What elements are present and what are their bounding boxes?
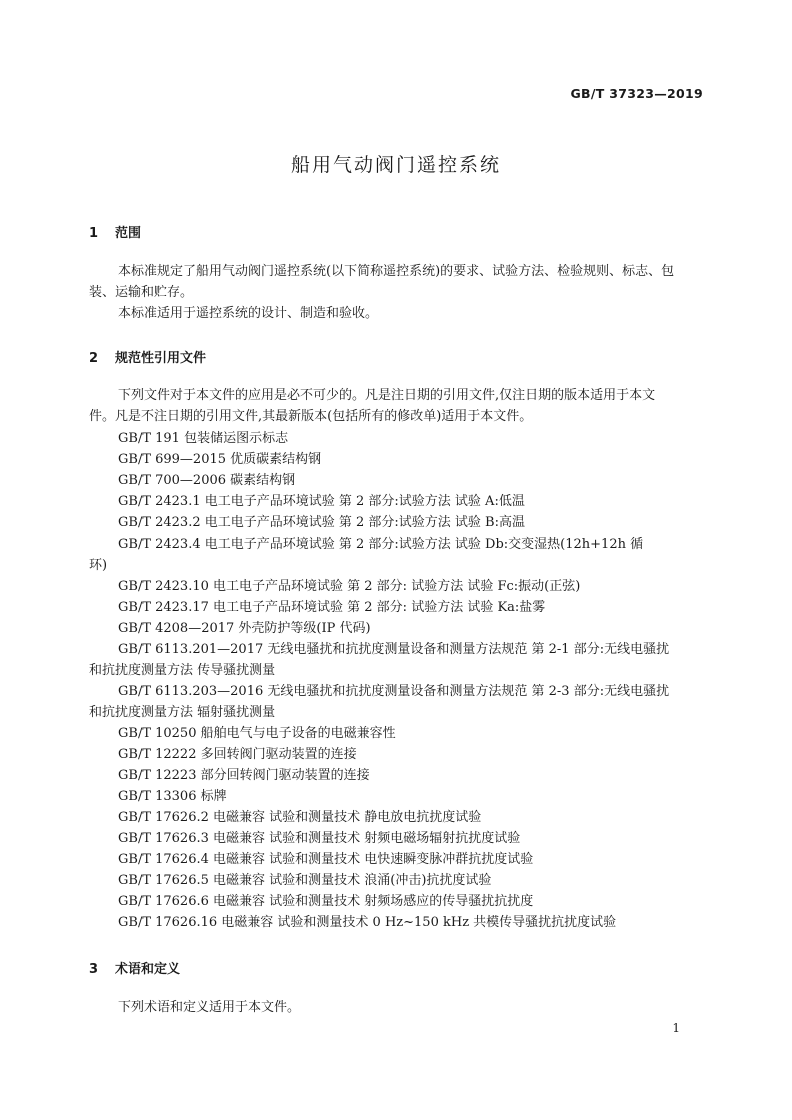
reference-item: GB/T 700—2006 碳素结构钢: [118, 473, 296, 488]
reference-item: GB/T 6113.201—2017 无线电骚扰和抗扰度测量设备和测量方法规范 第 2-1 部分:无线电骚扰: [118, 642, 670, 657]
reference-item-continuation: 和抗扰度测量方法 辐射骚扰测量: [89, 705, 276, 720]
reference-item: GB/T 17626.6 电磁兼容 试验和测量技术 射频场感应的传导骚扰抗扰度: [118, 894, 534, 909]
section-number: 2: [89, 351, 99, 366]
reference-item: GB/T 12223 部分回转阀门驱动装置的连接: [118, 768, 370, 783]
reference-item: GB/T 17626.3 电磁兼容 试验和测量技术 射频电磁场辐射抗扰度试验: [118, 831, 521, 846]
paragraph-line: 装、运输和贮存。: [89, 285, 194, 300]
reference-item: GB/T 2423.10 电工电子产品环境试验 第 2 部分: 试验方法 试验 Fc:振动(正弦): [118, 579, 581, 594]
reference-item-continuation: 环): [89, 558, 108, 573]
reference-item: GB/T 17626.5 电磁兼容 试验和测量技术 浪涌(冲击)抗扰度试验: [118, 873, 492, 888]
page-number: 1: [672, 1021, 680, 1035]
section-number: 1: [89, 226, 99, 241]
reference-item: GB/T 2423.4 电工电子产品环境试验 第 2 部分:试验方法 试验 Db:交变湿热(12h+12h 循: [118, 537, 644, 552]
paragraph-line: 本标准适用于遥控系统的设计、制造和验收。: [118, 306, 379, 321]
reference-item: GB/T 13306 标牌: [118, 789, 227, 804]
reference-item: GB/T 17626.4 电磁兼容 试验和测量技术 电快速瞬变脉冲群抗扰度试验: [118, 852, 534, 867]
paragraph-line: 件。凡是不注日期的引用文件,其最新版本(包括所有的修改单)适用于本文件。: [89, 409, 533, 424]
paragraph-line: 下列术语和定义适用于本文件。: [118, 1000, 301, 1015]
reference-item: GB/T 6113.203—2016 无线电骚扰和抗扰度测量设备和测量方法规范 第 2-3 部分:无线电骚扰: [118, 684, 670, 699]
paragraph-line: 本标准规定了船用气动阀门遥控系统(以下简称遥控系统)的要求、试验方法、检验规则、标志、包: [118, 264, 675, 279]
section-title: 范围: [115, 226, 142, 241]
paragraph-line: 下列文件对于本文件的应用是必不可少的。凡是注日期的引用文件,仅注日期的版本适用于本文: [118, 388, 656, 403]
document-title: 船用气动阀门遥控系统: [290, 154, 501, 176]
reference-item: GB/T 17626.16 电磁兼容 试验和测量技术 0 Hz~150 kHz 共模传导骚扰抗扰度试验: [118, 915, 617, 930]
section-title: 规范性引用文件: [115, 351, 207, 366]
reference-item: GB/T 10250 船舶电气与电子设备的电磁兼容性: [118, 726, 396, 741]
reference-item: GB/T 191 包装储运图示标志: [118, 431, 289, 446]
reference-item: GB/T 2423.1 电工电子产品环境试验 第 2 部分:试验方法 试验 A:低温: [118, 494, 525, 509]
reference-item: GB/T 2423.2 电工电子产品环境试验 第 2 部分:试验方法 试验 B:高温: [118, 515, 525, 530]
reference-item: GB/T 2423.17 电工电子产品环境试验 第 2 部分: 试验方法 试验 Ka:盐雾: [118, 600, 546, 615]
section-heading-terms: [89, 958, 180, 977]
reference-item: GB/T 17626.2 电磁兼容 试验和测量技术 静电放电抗扰度试验: [118, 810, 482, 825]
reference-item: GB/T 4208—2017 外壳防护等级(IP 代码): [118, 621, 371, 636]
reference-item: GB/T 699—2015 优质碳素结构钢: [118, 452, 322, 467]
standard-code: GB/T 37323—2019: [570, 86, 703, 101]
section-heading-normative-references: [89, 347, 206, 366]
section-number: 3: [89, 962, 99, 977]
reference-item-continuation: 和抗扰度测量方法 传导骚扰测量: [89, 663, 276, 678]
reference-item: GB/T 12222 多回转阀门驱动装置的连接: [118, 747, 357, 762]
section-title: 术语和定义: [115, 962, 181, 977]
section-heading-scope: [89, 222, 141, 241]
